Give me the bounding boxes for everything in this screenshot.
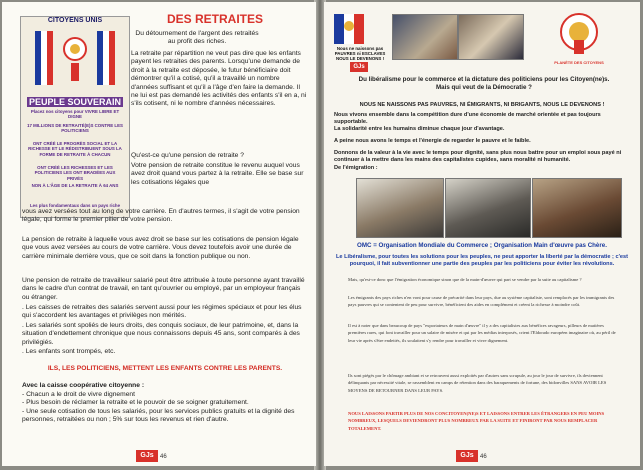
paragraph: vous avez versées tout au long de votre carrière. En d'autres termes, il s'agit de votre pension légale, qui forme le premier pilier de votre pension.	[22, 208, 300, 224]
left-page	[2, 2, 316, 466]
poster-header: CITOYENS UNIS	[47, 17, 103, 24]
question-heading: Qu'est-ce qu'une pension de retraite ?	[131, 152, 244, 159]
coop-list	[22, 391, 308, 425]
logo-caption: PLANÈTE DES CITOYENS	[554, 60, 604, 65]
paragraph: . Les enfants sont trompés, etc.	[22, 348, 116, 355]
migrants-photo	[445, 178, 531, 238]
french-flag-icon	[97, 31, 115, 85]
page-title: DES RETRAITES	[167, 12, 264, 26]
poster-line: Les plus fondamentaux dans un pays riche	[29, 203, 121, 208]
gjs-badge: GJs	[350, 62, 368, 72]
list-item: - Plus besoin de réclamer la retraite et le pouvoir de se soigner gratuitement.	[22, 399, 249, 407]
emblem-icon	[61, 31, 89, 85]
list-item: - Une seule cotisation de tous les salariés, pour les services publics gratuits et la dignité des personnes, retraitées ou non ; 5% sur tous les revenus et rien d'autre.	[22, 407, 295, 424]
poster-slogan: PEUPLE SOUVERAIN	[28, 97, 122, 107]
paragraph: . Les salariés sont spoliés de leurs droits, des conquis sociaux, de leur patrimoine, et, dans la situation d'endettement chronique que nous connaissons depuis 45 ans, sont comparés à des privilégiés.	[22, 322, 300, 346]
paragraph: Nous vivons ensemble dans la compétition dure d'une économie de marché orientée et pas toujours supportable.	[334, 112, 601, 125]
planet-emblem-icon	[554, 10, 604, 56]
omc-definition: OMC = Organisation Mondiale du Commerce ;	[357, 242, 492, 249]
paragraph: Votre pension de retraite constitue le revenu auquel vous avez droit quand vous partez à la retraite. Elle se base sur les cotisations légales que	[131, 162, 304, 186]
page-heading: Du libéralisme pour le commerce et la dictature des politiciens pour les Citoyen(ne)s. Mais qui veut de la Démocratie ?	[358, 76, 610, 91]
paragraph: Une pension de retraite de travailleur salarié peut être attribuée à toute personne ayant travaillé dans le cadre d'un contrat de travail, en tant qu'ouvrier ou employé, par un employeur français ou étranger.	[22, 277, 305, 301]
page-number: 46	[480, 454, 487, 460]
paragraph: Il est à noter que dans beaucoup de pays "exportateurs de main d'œuvre" il y a des capitalistes aux bénéfices ravageurs, pilleurs de matières premières rares, qui font travailler pour un salaire de misère et qui par les médias interposés, crient l'Eldorado européen imaginaire où, au péril de leur vie après s'être endettés, ils soulaitent s'y rendre pour travailler et vivre dignement.	[348, 323, 616, 343]
poster-line: ONT CRÉÉ LE PROGRÈS SOCIAL ET LA RICHESSE ET LE RÉDISTRIBUENT SOUS LA FORME DE RETRAITE À CHACUN	[28, 141, 122, 157]
gjs-badge: GJs	[456, 450, 478, 462]
poster-line: Placez nos citoyens pour VIVRE LIBRE ET DIGNE	[30, 109, 120, 120]
politician-photo	[392, 14, 458, 60]
paragraph: La retraite par répartition ne veut pas dire que les enfants payent les retraites des parents. Lorsqu'une demande de droit à la retraite est déposée, le futur bénéficiaire doit démontrer qu'il a cotisé, qu'il a travaillé un nombre d'années suffisant et qu'il a l'âge d'en faire la demande. Il ne lui est pas demandé les activités des enfants s'il en a, ni s'ils cotisent, ni le nombre d'années nécessaires.	[131, 50, 307, 108]
french-flag-icon	[35, 31, 53, 85]
poster-line: 17 MILLIONS DE RETRAITÉ(E)S CONTRE LES POLITICIENS	[27, 123, 123, 134]
flag-caption: Nous ne naissons pas PAUVRES ni ESCLAVES NOUS LE DEVENONS !	[334, 46, 386, 61]
paragraph: La pension de retraite à laquelle vous avez droit se base sur les cotisations de pension légale que vous avez versées au cours de votre carrière. Vous devez toutefois avoir une durée de carrière minimale derrière vous, que ce soit dans la fonction publique ou non.	[22, 236, 299, 260]
citoyens-unis-poster	[20, 16, 130, 218]
cartoon-image	[356, 178, 444, 238]
section-heading: De l'émigration :	[334, 165, 378, 171]
coop-heading: Avec la caisse coopérative citoyenne :	[22, 382, 145, 389]
paragraph: La solidarité entre les humains diminue chaque jour d'avantage.	[334, 126, 505, 132]
poster-line: NON À L'ÂGE DE LA RETRAITE À 64 ANS	[31, 183, 119, 188]
poster-line: ONT CRÉÉ LES RICHESSES ET LES POLITICIENS LES ONT BRADÉES AUX PRIVÉS	[34, 165, 116, 181]
list-item: - Chacun a le droit de vivre dignement	[22, 391, 136, 398]
paragraph: Donnons de la valeur à la vie avec le temps pour dignité, sans plus nous battre pour un emploi sous payé ni continuer à la mettre dans les mains des capitalistes cupides, sans moralité ni humanité.	[334, 150, 622, 163]
paragraph: A peine nous avons le temps et l'énergie de regarder le pauvre et le faible.	[334, 138, 531, 144]
worker-photo	[532, 178, 622, 238]
paragraph: Ils sont piégés par le chômage ambiant et se retrouvent aussi exploités par d'autres sans scrupule, au jour le jour de survivre, ils deviennent délinquants par nécessité vitale, se rassemblent en camps de rétention dans des baraquements de fortune, des bidonvilles SANS AVOIR LES MOYENS DE RETOURNER DANS LEUR PAYS.	[348, 373, 607, 393]
red-heading: ILS, LES POLITICIENS, METTENT LES ENFANTS CONTRE LES PARENTS.	[47, 365, 283, 372]
omc-caption	[334, 242, 630, 250]
right-page	[324, 2, 640, 466]
omc-redefinition: Organisation Main d'œuvre pas Chère.	[493, 242, 607, 249]
red-heading: NOUS NE NAISSONS PAS PAUVRES, NI ÉMIGRANTS, NI BRIGANTS, NOUS LE DEVENONS !	[359, 102, 605, 108]
paragraph: Le Libéralisme, pour toutes les solutions pour les peuples, ne peut apporter la liberté par la démocratie ; c'est pourquoi, il fait subventionner une partie des peuples par les politiciens pour éviter les révolutions.	[336, 254, 628, 267]
paragraph: . Les caisses de retraites des salariés servent aussi pour les régimes spéciaux et pour les élus qui s'accordent les avantages et privilèges non mérités.	[22, 304, 302, 320]
paragraph: Mais, qu'est-ce donc que l'émigration économique sinon que de la main-d'œuvre qui part se vendre par la suite au capitalisme ?	[348, 277, 582, 282]
page-number: 46	[160, 454, 167, 460]
paragraph: Les émigrants des pays riches n'en vont pour cause de précarité dans leur pays, due au système capitaliste, sont remplacés par les immigrants des pays pauvres qui se contentent de peu pour survivre, bénéficient des aides en complément et créent la richesse à moindre coût.	[348, 295, 615, 308]
gjs-badge: GJs	[136, 450, 158, 462]
red-closing: NOUS LAISSONS PARTIR PLUS DE NOS CONCITOYEN(NE)S ET LAISSONS ENTRER LES ÉTRANGERS EN PEU MOINS NOMBREUX, LESQUELS DEVIENDRONT PLUS NOMBREUX PAR LA SUITE ET FINIRONT PAR NOUS REMPLACER TOTALEMENT.	[348, 411, 605, 431]
page-subtitle: Du détournement de l'argent des retraités au profit des riches.	[135, 30, 259, 45]
politician-photo	[458, 14, 524, 60]
